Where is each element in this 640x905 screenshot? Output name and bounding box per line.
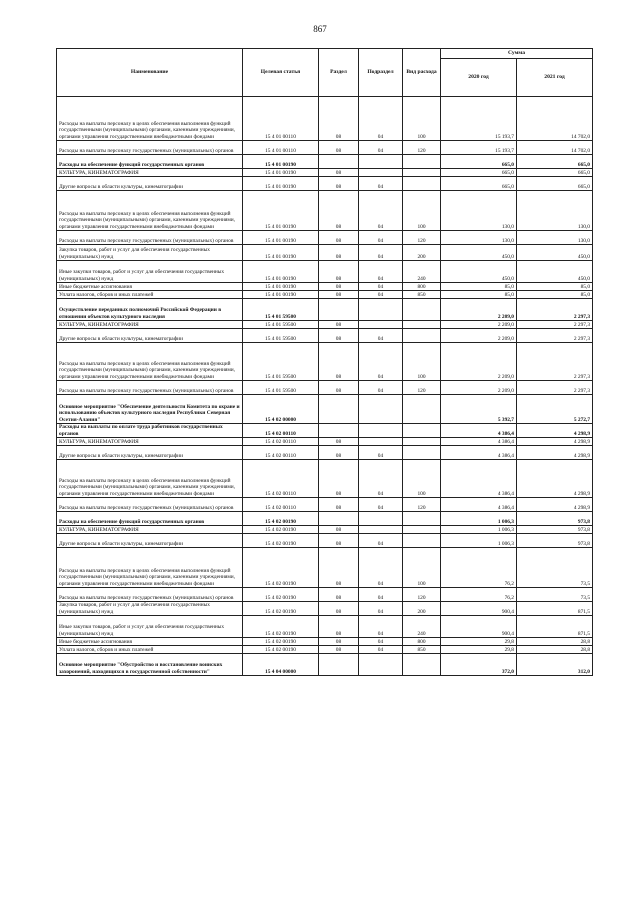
cell-name: Расходы на обеспечение функций государственных органов <box>57 512 243 526</box>
cell-expense-type: 100 <box>403 97 441 141</box>
cell-expense-type <box>403 526 441 534</box>
cell-name: Расходы на выплаты персоналу в целях обеспечения выполнения функций государственными (муниципальными) органами, казенными учреждениями, органами управления государственными внебюджетными фондами <box>57 548 243 588</box>
header-section: Раздел <box>319 49 359 97</box>
cell-amount-2021: 14 702,0 <box>517 141 593 155</box>
cell-target-article: 15 4 01 00190 <box>243 283 319 291</box>
cell-name: Расходы на выплаты персоналу государственных (муниципальных) органов <box>57 141 243 155</box>
cell-subsection: 04 <box>359 329 403 343</box>
cell-amount-2021: 130,0 <box>517 231 593 245</box>
cell-subsection <box>359 424 403 438</box>
cell-name: Другие вопросы в области культуры, кинематографии <box>57 177 243 191</box>
header-year-2021: 2021 год <box>517 59 593 97</box>
cell-target-article: 15 4 02 00190 <box>243 548 319 588</box>
cell-amount-2020: 4 386,4 <box>441 498 517 512</box>
cell-subsection <box>359 169 403 177</box>
cell-amount-2021: 4 298,9 <box>517 424 593 438</box>
cell-name: КУЛЬТУРА, КИНЕМАТОГРАФИЯ <box>57 321 243 329</box>
cell-target-article: 15 4 02 00110 <box>243 460 319 498</box>
cell-name: Расходы на выплаты персоналу государственных (муниципальных) органов <box>57 588 243 602</box>
cell-amount-2020: 4 386,4 <box>441 424 517 438</box>
cell-target-article: 15 4 01 00190 <box>243 155 319 169</box>
cell-amount-2020: 85,0 <box>441 283 517 291</box>
cell-amount-2020: 4 386,4 <box>441 460 517 498</box>
cell-amount-2021: 871,5 <box>517 602 593 616</box>
cell-name: Закупка товаров, работ и услуг для обеспечения государственных (муниципальных) нужд <box>57 245 243 261</box>
cell-expense-type <box>403 169 441 177</box>
header-expense-type: Вид расхода <box>403 49 441 97</box>
table-row <box>57 141 593 155</box>
cell-amount-2021: 2 297,3 <box>517 381 593 395</box>
cell-target-article: 15 4 01 59500 <box>243 329 319 343</box>
cell-amount-2020: 4 386,4 <box>441 438 517 446</box>
cell-subsection: 04 <box>359 283 403 291</box>
table-row <box>57 291 593 299</box>
cell-target-article: 15 4 02 00190 <box>243 526 319 534</box>
cell-amount-2020: 2 209,0 <box>441 299 517 321</box>
cell-target-article: 15 4 02 00190 <box>243 512 319 526</box>
cell-amount-2021: 665,0 <box>517 155 593 169</box>
table-row <box>57 602 593 616</box>
header-name: Наименование <box>57 49 243 97</box>
table-row <box>57 438 593 446</box>
cell-amount-2021: 665,0 <box>517 177 593 191</box>
cell-name: Расходы на выплаты персоналу в целях обеспечения выполнения функций государственными (муниципальными) органами, казенными учреждениями, органами управления государственными внебюджетными фондами <box>57 97 243 141</box>
cell-expense-type: 100 <box>403 343 441 381</box>
cell-name: Основное мероприятие "Обеспечение деятельности Комитета по охране и использованию объектов культурного наследия Республики Северная Осетия-Алания" <box>57 395 243 424</box>
cell-amount-2021: 2 297,3 <box>517 321 593 329</box>
cell-amount-2021: 871,5 <box>517 616 593 638</box>
cell-expense-type: 100 <box>403 191 441 231</box>
cell-subsection: 04 <box>359 245 403 261</box>
cell-subsection <box>359 321 403 329</box>
cell-amount-2021: 5 272,7 <box>517 395 593 424</box>
cell-subsection: 04 <box>359 141 403 155</box>
table-row <box>57 343 593 381</box>
cell-section <box>319 395 359 424</box>
cell-amount-2020: 372,0 <box>441 654 517 676</box>
header-subsection: Подраздел <box>359 49 403 97</box>
table-body <box>57 97 593 676</box>
cell-name: Расходы на выплаты персоналу в целях обеспечения выполнения функций государственными (муниципальными) органами, казенными учреждениями, органами управления государственными внебюджетными фондами <box>57 460 243 498</box>
cell-name: Закупка товаров, работ и услуг для обеспечения государственных (муниципальных) нужд <box>57 602 243 616</box>
cell-amount-2020: 2 209,0 <box>441 343 517 381</box>
table-row <box>57 155 593 169</box>
cell-amount-2021: 130,0 <box>517 191 593 231</box>
cell-expense-type: 800 <box>403 283 441 291</box>
cell-expense-type: 240 <box>403 261 441 283</box>
cell-name: Другие вопросы в области культуры, кинематографии <box>57 534 243 548</box>
header-target-article: Целевая статья <box>243 49 319 97</box>
cell-expense-type <box>403 438 441 446</box>
table-row <box>57 534 593 548</box>
cell-amount-2021: 14 702,0 <box>517 97 593 141</box>
cell-expense-type <box>403 299 441 321</box>
cell-expense-type <box>403 395 441 424</box>
cell-amount-2020: 29,8 <box>441 646 517 654</box>
table-row <box>57 526 593 534</box>
table-row <box>57 177 593 191</box>
table-row <box>57 588 593 602</box>
cell-section: 08 <box>319 526 359 534</box>
cell-name: Другие вопросы в области культуры, кинематографии <box>57 329 243 343</box>
cell-section: 08 <box>319 343 359 381</box>
cell-target-article: 15 4 04 00000 <box>243 654 319 676</box>
cell-target-article: 15 4 02 00000 <box>243 395 319 424</box>
cell-section: 08 <box>319 616 359 638</box>
cell-amount-2021: 4 298,9 <box>517 438 593 446</box>
cell-target-article: 15 4 01 00190 <box>243 191 319 231</box>
cell-amount-2020: 900,4 <box>441 602 517 616</box>
cell-subsection: 04 <box>359 97 403 141</box>
cell-section: 08 <box>319 321 359 329</box>
table-row <box>57 654 593 676</box>
cell-amount-2020: 2 209,0 <box>441 321 517 329</box>
cell-subsection: 04 <box>359 638 403 646</box>
cell-amount-2021: 73,5 <box>517 548 593 588</box>
cell-section: 08 <box>319 548 359 588</box>
cell-amount-2020: 450,0 <box>441 261 517 283</box>
cell-amount-2020: 2 209,0 <box>441 329 517 343</box>
cell-expense-type <box>403 424 441 438</box>
cell-expense-type: 200 <box>403 245 441 261</box>
cell-section: 08 <box>319 446 359 460</box>
cell-subsection: 04 <box>359 534 403 548</box>
cell-section: 08 <box>319 460 359 498</box>
cell-expense-type <box>403 177 441 191</box>
cell-amount-2021: 4 298,9 <box>517 446 593 460</box>
cell-target-article: 15 4 02 00190 <box>243 602 319 616</box>
cell-amount-2021: 2 297,3 <box>517 299 593 321</box>
cell-name: Иные закупки товаров, работ и услуг для обеспечения государственных (муниципальных) нужд <box>57 261 243 283</box>
cell-name: Иные бюджетные ассигнования <box>57 283 243 291</box>
cell-expense-type <box>403 321 441 329</box>
cell-name: Расходы на выплаты по оплате труда работников государственных органов <box>57 424 243 438</box>
table-row <box>57 245 593 261</box>
cell-subsection <box>359 438 403 446</box>
cell-name: Уплата налогов, сборов и иных платежей <box>57 291 243 299</box>
cell-name: Основное мероприятие "Обустройство и восстановление воинских захоронений, находящихся в государственной собственности" <box>57 654 243 676</box>
cell-section: 08 <box>319 169 359 177</box>
cell-subsection: 04 <box>359 291 403 299</box>
cell-subsection <box>359 155 403 169</box>
cell-name: Расходы на выплаты персоналу в целях обеспечения выполнения функций государственными (муниципальными) органами, казенными учреждениями, органами управления государственными внебюджетными фондами <box>57 343 243 381</box>
table-row <box>57 424 593 438</box>
table-row <box>57 548 593 588</box>
cell-name: Уплата налогов, сборов и иных платежей <box>57 646 243 654</box>
cell-amount-2021: 28,8 <box>517 646 593 654</box>
cell-section: 08 <box>319 261 359 283</box>
cell-target-article: 15 4 02 00190 <box>243 646 319 654</box>
cell-target-article: 15 4 02 00110 <box>243 446 319 460</box>
cell-target-article: 15 4 02 00110 <box>243 498 319 512</box>
cell-expense-type: 850 <box>403 646 441 654</box>
cell-amount-2020: 1 006,3 <box>441 526 517 534</box>
cell-subsection <box>359 526 403 534</box>
cell-amount-2020: 15 193,7 <box>441 97 517 141</box>
cell-section: 08 <box>319 329 359 343</box>
cell-amount-2021: 85,0 <box>517 283 593 291</box>
cell-subsection: 04 <box>359 498 403 512</box>
cell-section: 08 <box>319 177 359 191</box>
table-row <box>57 191 593 231</box>
cell-amount-2020: 2 209,0 <box>441 381 517 395</box>
cell-name: Расходы на выплаты персоналу государственных (муниципальных) органов <box>57 381 243 395</box>
cell-section: 08 <box>319 602 359 616</box>
cell-subsection: 04 <box>359 343 403 381</box>
cell-subsection: 04 <box>359 261 403 283</box>
cell-expense-type <box>403 534 441 548</box>
cell-amount-2021: 450,0 <box>517 261 593 283</box>
cell-amount-2020: 76,2 <box>441 548 517 588</box>
table-row <box>57 395 593 424</box>
cell-amount-2020: 900,4 <box>441 616 517 638</box>
cell-expense-type: 120 <box>403 381 441 395</box>
cell-expense-type: 850 <box>403 291 441 299</box>
cell-amount-2020: 665,0 <box>441 169 517 177</box>
cell-name: КУЛЬТУРА, КИНЕМАТОГРАФИЯ <box>57 169 243 177</box>
cell-target-article: 15 4 01 00110 <box>243 141 319 155</box>
page-number: 867 <box>313 24 327 34</box>
cell-section: 08 <box>319 245 359 261</box>
cell-target-article: 15 4 01 59500 <box>243 299 319 321</box>
cell-amount-2020: 665,0 <box>441 177 517 191</box>
cell-expense-type <box>403 512 441 526</box>
cell-expense-type <box>403 329 441 343</box>
cell-section: 08 <box>319 534 359 548</box>
cell-expense-type: 100 <box>403 548 441 588</box>
cell-name: Иные бюджетные ассигнования <box>57 638 243 646</box>
cell-section: 08 <box>319 141 359 155</box>
cell-section: 08 <box>319 291 359 299</box>
table-row <box>57 169 593 177</box>
cell-section: 08 <box>319 438 359 446</box>
cell-amount-2020: 665,0 <box>441 155 517 169</box>
cell-section <box>319 424 359 438</box>
cell-amount-2021: 28,8 <box>517 638 593 646</box>
cell-expense-type: 200 <box>403 602 441 616</box>
cell-amount-2021: 450,0 <box>517 245 593 261</box>
table-row <box>57 299 593 321</box>
cell-target-article: 15 4 02 00110 <box>243 438 319 446</box>
cell-amount-2021: 665,0 <box>517 169 593 177</box>
cell-expense-type <box>403 654 441 676</box>
cell-target-article: 15 4 01 00190 <box>243 231 319 245</box>
cell-amount-2021: 973,8 <box>517 526 593 534</box>
cell-subsection <box>359 512 403 526</box>
budget-table <box>56 48 593 676</box>
cell-section: 08 <box>319 97 359 141</box>
header-year-2020: 2020 год <box>441 59 517 97</box>
table-row <box>57 231 593 245</box>
cell-expense-type: 800 <box>403 638 441 646</box>
cell-name: Иные закупки товаров, работ и услуг для обеспечения государственных (муниципальных) нужд <box>57 616 243 638</box>
cell-amount-2020: 15 193,7 <box>441 141 517 155</box>
table-row <box>57 638 593 646</box>
cell-target-article: 15 4 01 00190 <box>243 291 319 299</box>
cell-amount-2020: 85,0 <box>441 291 517 299</box>
table-row <box>57 283 593 291</box>
cell-target-article: 15 4 01 00190 <box>243 245 319 261</box>
cell-amount-2021: 973,8 <box>517 512 593 526</box>
cell-subsection: 04 <box>359 446 403 460</box>
cell-amount-2020: 29,8 <box>441 638 517 646</box>
cell-amount-2021: 85,0 <box>517 291 593 299</box>
table-row <box>57 512 593 526</box>
cell-amount-2020: 130,0 <box>441 231 517 245</box>
cell-section: 08 <box>319 191 359 231</box>
cell-subsection: 04 <box>359 602 403 616</box>
cell-section: 08 <box>319 498 359 512</box>
cell-name: Осуществление переданных полномочий Российской Федерации в отношении объектов культурного наследия <box>57 299 243 321</box>
cell-expense-type: 100 <box>403 460 441 498</box>
cell-amount-2020: 5 392,7 <box>441 395 517 424</box>
cell-subsection: 04 <box>359 646 403 654</box>
cell-amount-2020: 1 006,3 <box>441 534 517 548</box>
cell-target-article: 15 4 01 59500 <box>243 381 319 395</box>
cell-target-article: 15 4 01 00190 <box>243 169 319 177</box>
cell-section: 08 <box>319 646 359 654</box>
cell-amount-2020: 1 006,3 <box>441 512 517 526</box>
cell-expense-type: 120 <box>403 588 441 602</box>
cell-name: Расходы на выплаты персоналу государственных (муниципальных) органов <box>57 231 243 245</box>
cell-amount-2021: 4 298,9 <box>517 498 593 512</box>
cell-name: Другие вопросы в области культуры, кинематографии <box>57 446 243 460</box>
table-row <box>57 329 593 343</box>
cell-section <box>319 155 359 169</box>
cell-amount-2021: 312,0 <box>517 654 593 676</box>
header-sum: Сумма <box>441 49 593 59</box>
cell-name: Расходы на обеспечение функций государственных органов <box>57 155 243 169</box>
table-row <box>57 261 593 283</box>
cell-subsection: 04 <box>359 616 403 638</box>
cell-target-article: 15 4 02 00190 <box>243 638 319 646</box>
cell-target-article: 15 4 01 00190 <box>243 177 319 191</box>
table-row <box>57 616 593 638</box>
cell-section: 08 <box>319 283 359 291</box>
cell-amount-2020: 450,0 <box>441 245 517 261</box>
table-row <box>57 381 593 395</box>
cell-subsection <box>359 654 403 676</box>
cell-expense-type: 120 <box>403 498 441 512</box>
table-row <box>57 97 593 141</box>
cell-subsection: 04 <box>359 588 403 602</box>
cell-expense-type: 120 <box>403 231 441 245</box>
cell-expense-type <box>403 446 441 460</box>
cell-name: КУЛЬТУРА, КИНЕМАТОГРАФИЯ <box>57 438 243 446</box>
cell-target-article: 15 4 01 59500 <box>243 321 319 329</box>
cell-subsection: 04 <box>359 177 403 191</box>
cell-name: КУЛЬТУРА, КИНЕМАТОГРАФИЯ <box>57 526 243 534</box>
cell-amount-2020: 4 386,4 <box>441 446 517 460</box>
cell-section: 08 <box>319 381 359 395</box>
cell-target-article: 15 4 02 00190 <box>243 534 319 548</box>
cell-target-article: 15 4 02 00110 <box>243 424 319 438</box>
cell-expense-type <box>403 155 441 169</box>
cell-name: Расходы на выплаты персоналу государственных (муниципальных) органов <box>57 498 243 512</box>
cell-subsection: 04 <box>359 381 403 395</box>
cell-target-article: 15 4 02 00190 <box>243 616 319 638</box>
table-row <box>57 646 593 654</box>
cell-amount-2021: 2 297,3 <box>517 329 593 343</box>
cell-subsection: 04 <box>359 231 403 245</box>
table-row <box>57 460 593 498</box>
cell-target-article: 15 4 01 00110 <box>243 97 319 141</box>
cell-expense-type: 120 <box>403 141 441 155</box>
cell-subsection: 04 <box>359 460 403 498</box>
cell-amount-2021: 2 297,3 <box>517 343 593 381</box>
cell-subsection <box>359 395 403 424</box>
cell-amount-2021: 4 298,9 <box>517 460 593 498</box>
cell-subsection: 04 <box>359 191 403 231</box>
cell-amount-2021: 973,8 <box>517 534 593 548</box>
cell-amount-2020: 130,0 <box>441 191 517 231</box>
cell-name: Расходы на выплаты персоналу в целях обеспечения выполнения функций государственными (муниципальными) органами, казенными учреждениями, органами управления государственными внебюджетными фондами <box>57 191 243 231</box>
cell-section <box>319 299 359 321</box>
cell-subsection <box>359 299 403 321</box>
cell-target-article: 15 4 01 00190 <box>243 261 319 283</box>
cell-section: 08 <box>319 588 359 602</box>
cell-section: 08 <box>319 638 359 646</box>
table-row <box>57 498 593 512</box>
table-row <box>57 321 593 329</box>
cell-section: 08 <box>319 231 359 245</box>
cell-amount-2021: 73,5 <box>517 588 593 602</box>
cell-amount-2020: 76,2 <box>441 588 517 602</box>
cell-section <box>319 654 359 676</box>
table-row <box>57 446 593 460</box>
cell-subsection: 04 <box>359 548 403 588</box>
cell-expense-type: 240 <box>403 616 441 638</box>
cell-target-article: 15 4 01 59500 <box>243 343 319 381</box>
cell-target-article: 15 4 02 00190 <box>243 588 319 602</box>
cell-section <box>319 512 359 526</box>
